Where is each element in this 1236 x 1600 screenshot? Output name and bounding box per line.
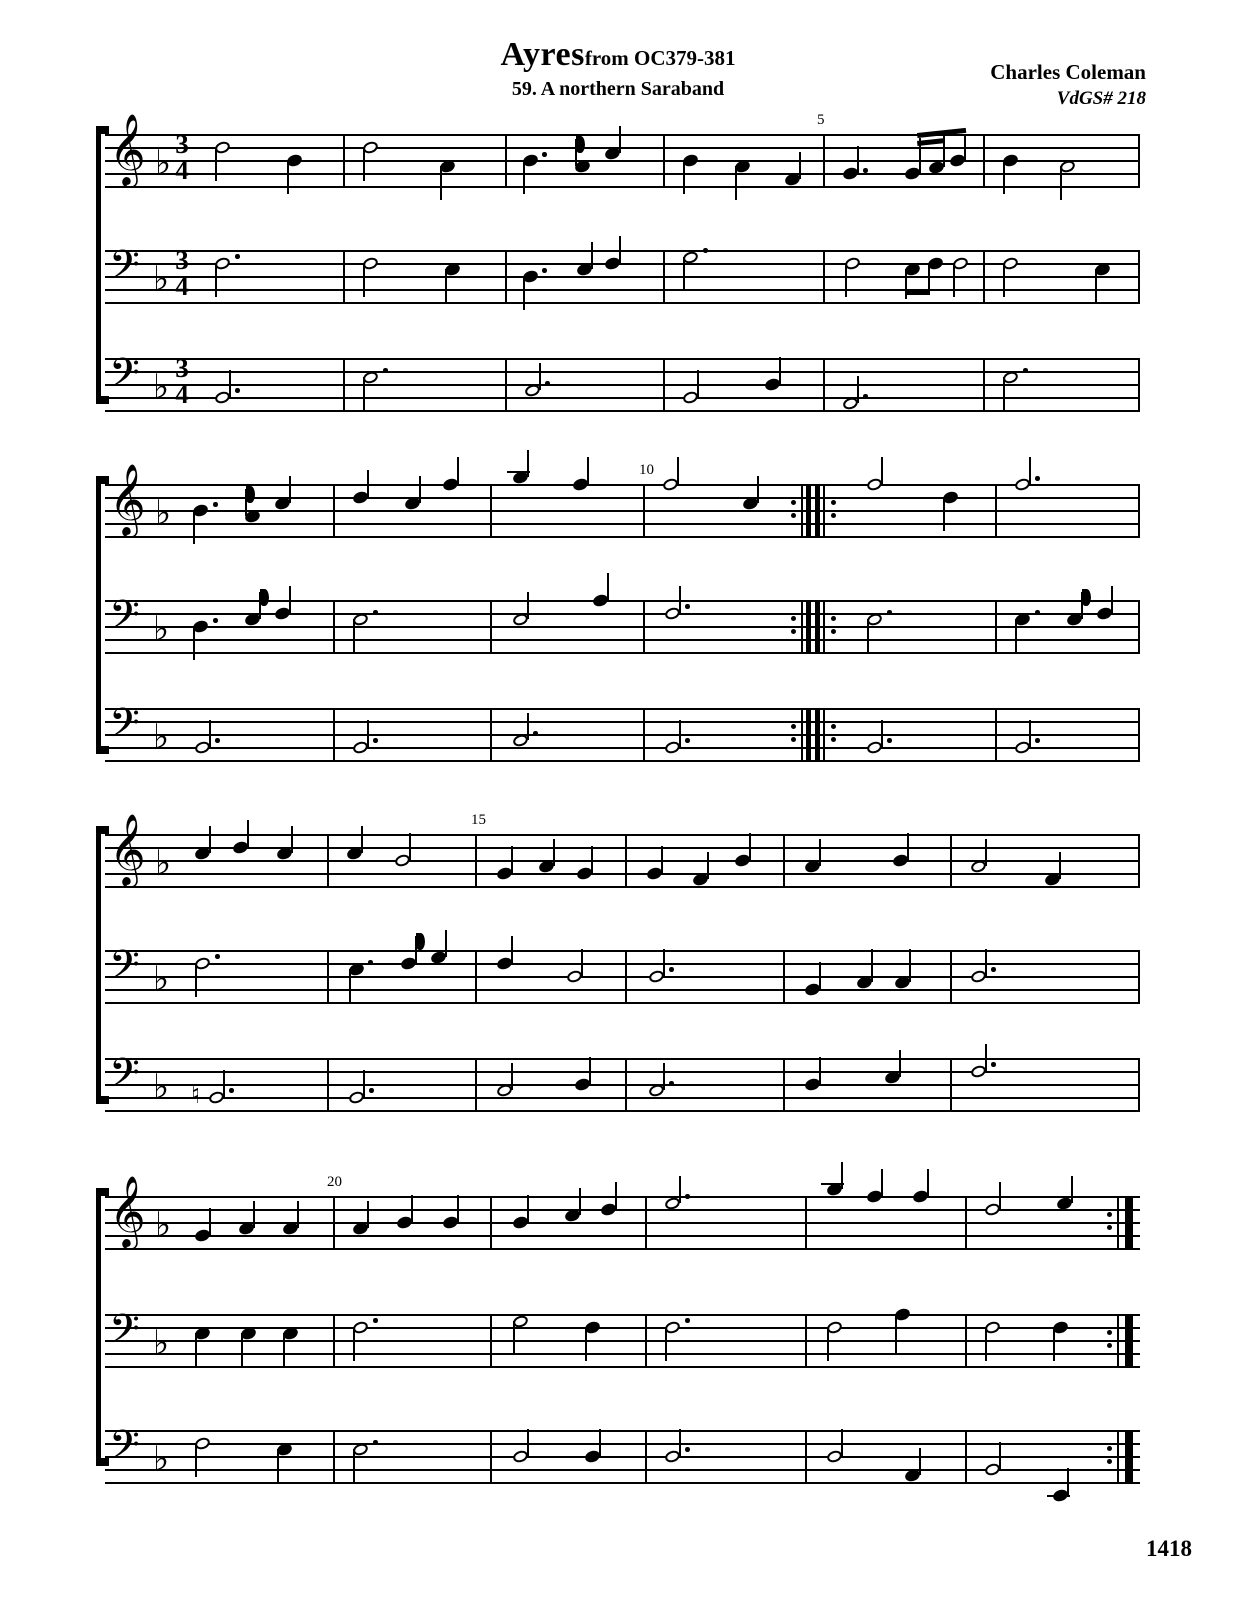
page-header xyxy=(0,36,1236,116)
alto-clef-icon: 𝄢 xyxy=(109,242,140,298)
system-2 xyxy=(0,462,1236,770)
system-3 xyxy=(0,812,1236,1120)
bass-clef-icon: 𝄢 xyxy=(109,1050,140,1106)
stave-tenor-4 xyxy=(105,1306,1140,1366)
title-main: Ayres xyxy=(500,36,585,73)
stave-bass-2 xyxy=(105,700,1140,760)
time-signature-numerator: 3 xyxy=(175,245,189,275)
bass-clef-icon: 𝄢 xyxy=(109,1422,140,1478)
key-signature-flat: ♭ xyxy=(153,717,170,757)
time-signature-denominator: 4 xyxy=(175,155,189,185)
key-signature-flat: ♭ xyxy=(153,1323,170,1363)
stave-treble-2 xyxy=(105,462,1140,536)
key-signature-flat: ♭ xyxy=(153,959,170,999)
system-4 xyxy=(0,1174,1236,1492)
measure-number: 5 xyxy=(817,112,825,128)
alto-clef-icon: 𝄢 xyxy=(109,1306,140,1362)
stave-tenor-3 xyxy=(105,942,1140,1002)
key-signature-flat: ♭ xyxy=(155,143,172,183)
bass-clef-icon: 𝄢 xyxy=(109,700,140,756)
treble-clef-icon: 𝄞 xyxy=(109,812,146,885)
stave-bass-3 xyxy=(105,1050,1140,1110)
composer-name: Charles Coleman xyxy=(990,60,1146,84)
measure-number: 20 xyxy=(327,1174,342,1190)
natural-accidental: ♮ xyxy=(191,1080,201,1110)
title-piece: 59. A northern Saraband xyxy=(511,78,725,100)
key-signature-flat: ♭ xyxy=(153,367,170,407)
stave-tenor-2 xyxy=(105,592,1140,652)
treble-clef-icon: 𝄞 xyxy=(109,112,146,185)
key-signature-flat: ♭ xyxy=(153,609,170,649)
system-1 xyxy=(0,112,1236,420)
stave-tenor-1 xyxy=(105,242,1140,302)
title-source: from OC379-381 xyxy=(584,46,736,70)
catalog-number: VdGS# 218 xyxy=(1056,88,1146,109)
measure-number: 10 xyxy=(639,462,654,478)
composer-block xyxy=(990,60,1146,110)
time-signature-denominator: 4 xyxy=(175,379,189,409)
stave-treble-1 xyxy=(105,112,1140,186)
key-signature-flat: ♭ xyxy=(155,493,172,533)
measure-number: 15 xyxy=(471,812,486,828)
key-signature-flat: ♭ xyxy=(153,1439,170,1479)
alto-clef-icon: 𝄢 xyxy=(109,592,140,648)
bass-clef-icon: 𝄢 xyxy=(109,350,140,406)
time-signature-numerator: 3 xyxy=(175,353,189,383)
time-signature-numerator: 3 xyxy=(175,129,189,159)
stave-treble-4 xyxy=(105,1174,1140,1248)
stave-bass-1 xyxy=(105,350,1140,410)
key-signature-flat: ♭ xyxy=(153,1067,170,1107)
key-signature-flat: ♭ xyxy=(153,259,170,299)
stave-bass-4 xyxy=(105,1422,1140,1482)
alto-clef-icon: 𝄢 xyxy=(109,942,140,998)
treble-clef-icon: 𝄞 xyxy=(109,462,146,535)
key-signature-flat: ♭ xyxy=(155,1205,172,1245)
key-signature-flat: ♭ xyxy=(155,843,172,883)
time-signature-denominator: 4 xyxy=(175,271,189,301)
treble-clef-icon: 𝄞 xyxy=(109,1174,146,1247)
page-number: 1418 xyxy=(1146,1536,1192,1561)
stave-treble-3 xyxy=(105,812,1140,886)
